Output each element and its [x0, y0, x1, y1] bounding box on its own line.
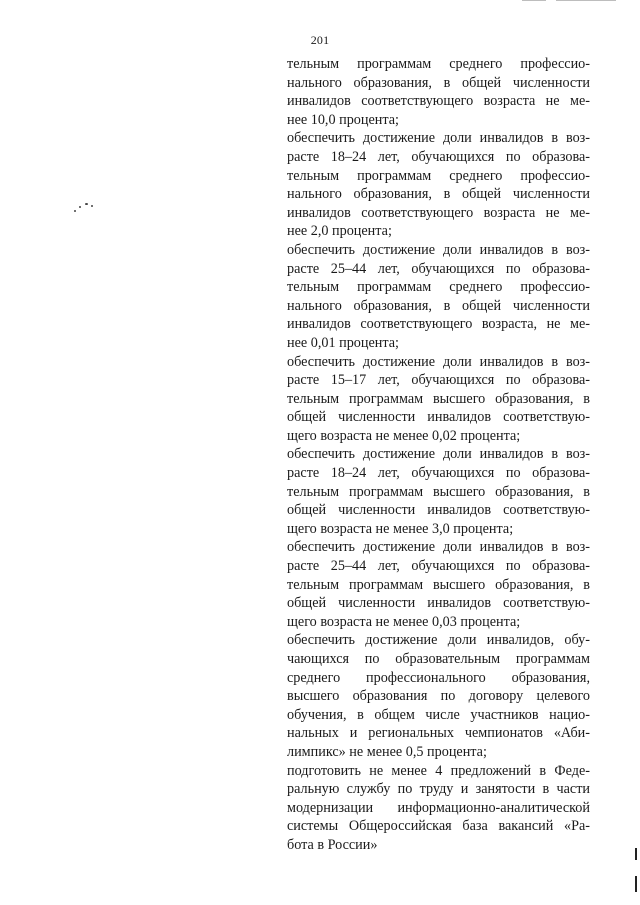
text-line: общей численности инвалидов соответствую- — [287, 595, 590, 612]
text-line: тельным программам среднего профессио- — [287, 279, 590, 296]
text-line: обучения, в общем числе участников нацио- — [287, 706, 590, 723]
text-line: тельным программам среднего профессио- — [287, 56, 590, 72]
text-line: щего возраста не менее 0,02 процента; — [287, 427, 521, 444]
text-line: нального образования, в общей численности — [287, 74, 590, 91]
text-line: инвалидов соответствующего возраста не ме- — [287, 93, 590, 110]
text-line: нального образования, в общей численности — [287, 186, 590, 203]
speck — [79, 206, 81, 208]
text-line: среднего профессионального образования, — [287, 669, 590, 686]
text-line: нее 10,0 процента; — [287, 111, 399, 128]
text-line: общей численности инвалидов соответствую- — [287, 502, 590, 519]
scan-specks — [74, 200, 94, 216]
text-line: нального образования, в общей численности — [287, 297, 590, 314]
text-line: тельным программам высшего образования, в — [287, 390, 590, 407]
text-line: обеспечить достижение доли инвалидов в воз- — [287, 353, 590, 370]
scan-top-edge-line — [522, 0, 546, 1]
text-line: чающихся по образовательным программам — [287, 651, 590, 667]
scan-right-edge-mark — [635, 876, 637, 892]
text-line: нее 0,01 процента; — [287, 334, 399, 351]
page-number: 201 — [310, 33, 330, 47]
speck — [85, 203, 88, 205]
text-line: обеспечить достижение доли инвалидов, обу- — [287, 632, 590, 649]
text-line: нее 2,0 процента; — [287, 223, 392, 240]
text-line: модернизации информационно-аналитической — [287, 799, 590, 816]
text-line: расте 25–44 лет, обучающихся по образова- — [287, 260, 590, 277]
text-line: общей численности инвалидов соответствую- — [287, 409, 590, 426]
text-line: обеспечить достижение доли инвалидов в воз- — [287, 446, 590, 463]
text-line: расте 18–24 лет, обучающихся по образова- — [287, 148, 590, 165]
text-line: бота в России» — [287, 836, 378, 853]
text-line: нальных и региональных чемпионатов «Аби- — [287, 725, 590, 742]
text-line: расте 18–24 лет, обучающихся по образова- — [287, 465, 590, 482]
text-line: инвалидов соответствующего возраста не ме- — [287, 204, 590, 221]
text-line: обеспечить достижение доли инвалидов в воз- — [287, 130, 590, 147]
speck — [91, 205, 93, 207]
text-line: инвалидов соответствующего возраста, не ме- — [287, 316, 590, 333]
text-line: подготовить не менее 4 предложений в Феде- — [287, 762, 590, 779]
text-line: ральную службу по труду и занятости в части — [287, 781, 590, 798]
text-line: тельным программам среднего профессио- — [287, 167, 590, 184]
scan-top-edge-line — [556, 0, 616, 1]
text-line: тельным программам высшего образования, в — [287, 483, 590, 500]
text-line: высшего образования по договору целевого — [287, 688, 590, 705]
text-line: щего возраста не менее 0,03 процента; — [287, 613, 521, 630]
scan-right-edge-mark — [635, 848, 637, 860]
text-line: обеспечить достижение доли инвалидов в воз- — [287, 241, 590, 258]
text-line: обеспечить достижение доли инвалидов в воз- — [287, 539, 590, 556]
speck — [74, 210, 76, 212]
text-line: тельным программам высшего образования, в — [287, 576, 590, 593]
text-line: расте 25–44 лет, обучающихся по образова- — [287, 558, 590, 575]
text-line: системы Общероссийская база вакансий «Ра- — [287, 818, 590, 835]
text-line: лимпикс» не менее 0,5 процента; — [287, 743, 487, 760]
body-text — [287, 55, 590, 855]
text-line: расте 15–17 лет, обучающихся по образова- — [287, 372, 590, 389]
text-line: щего возраста не менее 3,0 процента; — [287, 520, 514, 537]
